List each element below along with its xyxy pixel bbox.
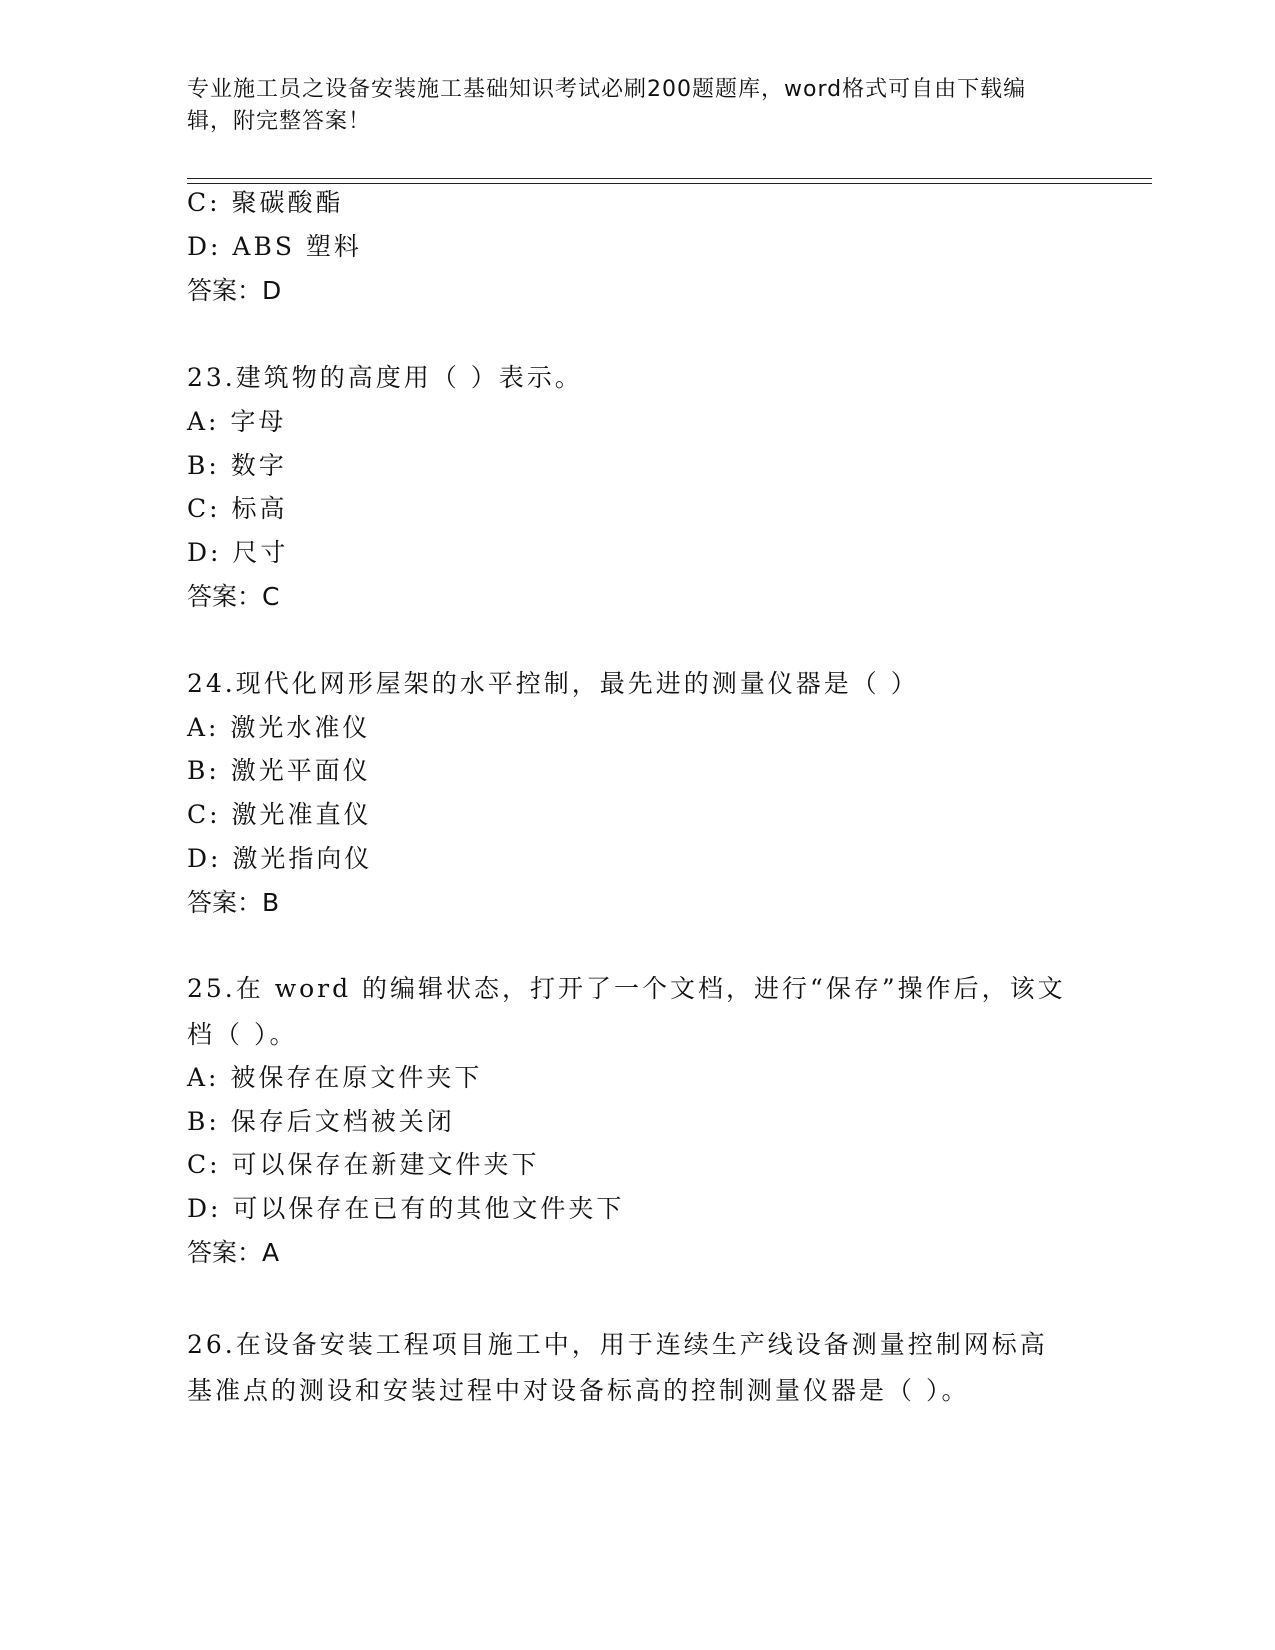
option-a: A: 被保存在原文件夹下	[187, 1063, 483, 1092]
option-d: D: 尺寸	[187, 538, 289, 567]
answer: 答案：C	[187, 582, 280, 611]
option-c: C: 聚碳酸酯	[187, 188, 344, 217]
option-d: D: 激光指向仪	[187, 844, 373, 873]
option-d: D: ABS 塑料	[187, 232, 362, 261]
option-b: B: 数字	[187, 451, 287, 480]
option-d: D: 可以保存在已有的其他文件夹下	[187, 1194, 625, 1223]
document-header: 专业施工员之设备安装施工基础知识考试必刷200题题库，word格式可自由下载编辑，附完整答案！	[187, 77, 1027, 134]
question-text: 25.在 word 的编辑状态，打开了一个文档，进行“保存”操作后，该文档（ ）。	[187, 974, 1066, 1049]
answer: 答案：B	[187, 888, 280, 917]
question-text: 26.在设备安装工程项目施工中，用于连续生产线设备测量控制网标高基准点的测设和安装过程中对设备标高的控制测量仪器是（ ）。	[187, 1330, 1048, 1405]
answer: 答案：D	[187, 276, 282, 305]
option-c: C: 标高	[187, 494, 288, 523]
header-divider-bottom	[187, 183, 1152, 184]
option-c: C: 激光准直仪	[187, 800, 372, 829]
option-b: B: 激光平面仪	[187, 756, 371, 785]
option-b: B: 保存后文档被关闭	[187, 1107, 455, 1136]
answer: 答案：A	[187, 1238, 280, 1267]
option-a: A: 激光水准仪	[187, 713, 371, 742]
question-text: 24.现代化网形屋架的水平控制，最先进的测量仪器是（ ）	[187, 669, 919, 698]
option-a: A: 字母	[187, 407, 287, 436]
option-c: C: 可以保存在新建文件夹下	[187, 1150, 540, 1179]
question-text: 23.建筑物的高度用（ ）表示。	[187, 363, 583, 392]
header-divider-top	[187, 178, 1152, 179]
